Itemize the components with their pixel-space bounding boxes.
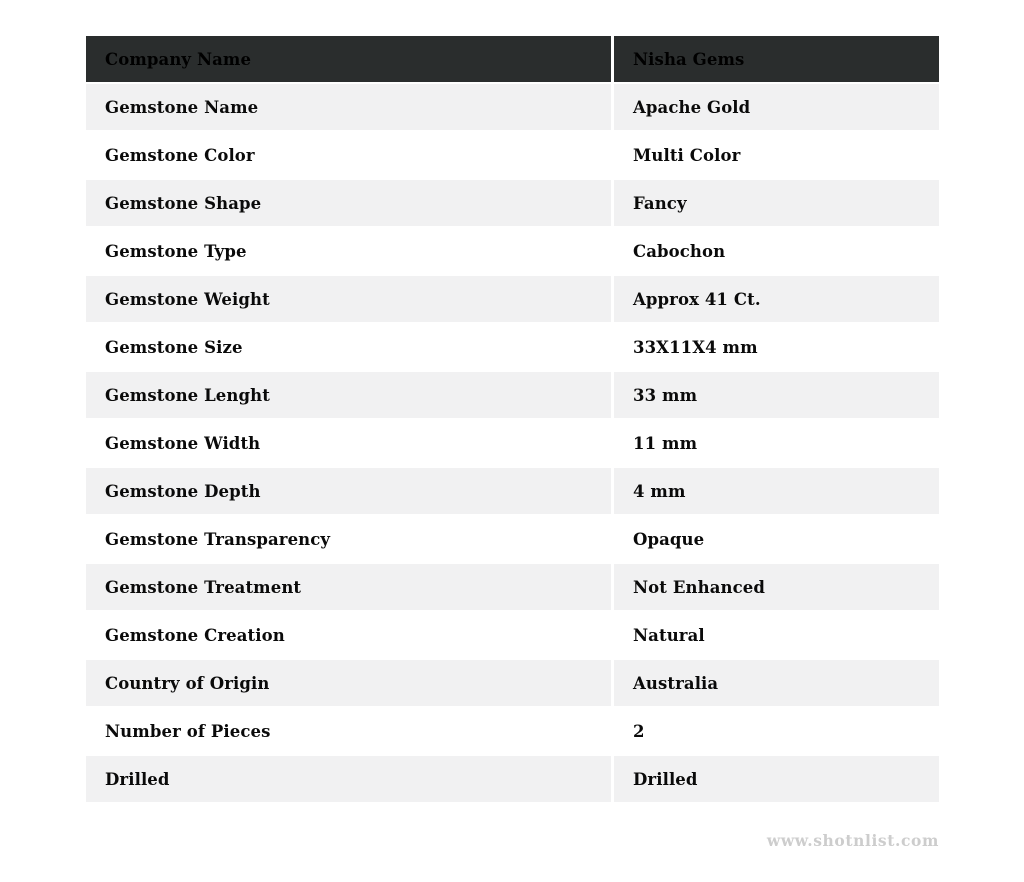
row-attribute-value: Apache Gold [614,84,939,130]
table-row [86,708,939,754]
row-attribute-value: 33X11X4 mm [614,324,939,370]
table-row [86,228,939,274]
table-header-row [86,36,939,82]
table-row [86,276,939,322]
table-row [86,132,939,178]
row-attribute-value: 4 mm [614,468,939,514]
row-attribute-value: Multi Color [614,132,939,178]
row-attribute-value: 33 mm [614,372,939,418]
row-attribute-label: Gemstone Treatment [86,564,611,610]
row-attribute-label: Gemstone Creation [86,612,611,658]
row-attribute-value: 11 mm [614,420,939,466]
table-row [86,420,939,466]
row-attribute-label: Gemstone Color [86,132,611,178]
row-attribute-label: Gemstone Lenght [86,372,611,418]
table-row [86,516,939,562]
row-attribute-label: Gemstone Shape [86,180,611,226]
table-row [86,756,939,802]
table-body [86,84,939,802]
row-attribute-label: Drilled [86,756,611,802]
row-attribute-value: Opaque [614,516,939,562]
row-attribute-label: Gemstone Width [86,420,611,466]
watermark-url: www.shotnlist.com [766,831,939,850]
table-row [86,84,939,130]
header-company-value-cell: Nisha Gems [614,36,939,82]
row-attribute-label: Gemstone Depth [86,468,611,514]
header-company-name-cell: Company Name [86,36,611,82]
row-attribute-label: Number of Pieces [86,708,611,754]
table-row [86,564,939,610]
gemstone-spec-table [86,36,939,804]
table-row [86,324,939,370]
row-attribute-value: Natural [614,612,939,658]
table-row [86,180,939,226]
row-attribute-label: Gemstone Transparency [86,516,611,562]
row-attribute-value: Australia [614,660,939,706]
row-attribute-value: Approx 41 Ct. [614,276,939,322]
table-row [86,372,939,418]
row-attribute-label: Country of Origin [86,660,611,706]
row-attribute-label: Gemstone Type [86,228,611,274]
row-attribute-value: 2 [614,708,939,754]
row-attribute-label: Gemstone Weight [86,276,611,322]
row-attribute-value: Not Enhanced [614,564,939,610]
table-row [86,468,939,514]
row-attribute-value: Drilled [614,756,939,802]
row-attribute-value: Fancy [614,180,939,226]
table-row [86,612,939,658]
row-attribute-value: Cabochon [614,228,939,274]
row-attribute-label: Gemstone Name [86,84,611,130]
table-row [86,660,939,706]
row-attribute-label: Gemstone Size [86,324,611,370]
